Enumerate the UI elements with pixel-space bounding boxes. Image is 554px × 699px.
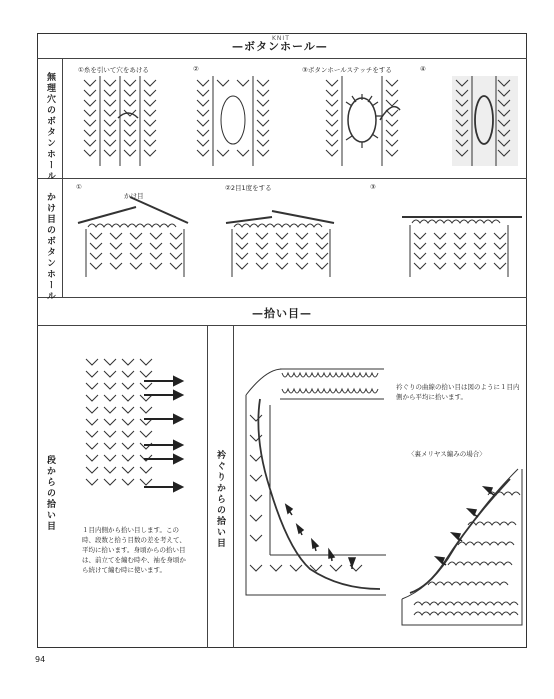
divider [37,297,527,298]
row2-illus-3 [400,193,526,285]
row2-label: かけ目のボタンホール [45,192,55,302]
row2-step-3: ③ [370,183,376,191]
row2-illus-2 [222,193,338,285]
pickup-mid-label: 衿ぐりからの拾い目 [215,450,225,549]
divider [233,325,234,648]
page-number: 94 [35,655,46,664]
divider [207,325,208,648]
neckline-pickup-illus [240,365,390,630]
reverse-stockinette-caption: 〈裏メリヤス編みの場合〉 [408,450,486,458]
divider [37,58,527,59]
pickup-left-label: 段からの拾い目 [45,455,55,532]
neckline-pickup-note: 衿ぐりの曲線の拾い目は図のように１目内側から平均に拾います。 [396,383,520,401]
row1-step-4: ④ [420,65,426,73]
row1-illus-1 [80,76,162,168]
row1-step-1: ①糸を引いて穴をあける [78,66,149,74]
divider [62,58,63,297]
row1-label: 無理穴のボタンホール [45,72,55,182]
buttonhole-title: —ボタンホール— [232,40,328,53]
row2-step-1: ① [76,183,82,191]
row1-illus-4 [452,76,522,168]
row2-step-2: ②2目1度をする [225,184,272,192]
divider [37,178,527,179]
side-pickup-illus [82,355,192,505]
row1-illus-3 [322,76,404,168]
watermark-logo: KNIT [272,35,290,42]
side-pickup-note: １目内側から拾い目します。この時、段数と拾う目数の差を考えて、平均に拾います。身頃からの拾い目は、前立てを編む時や、袖を身頃から続けて編む時に使います。 [82,526,186,574]
divider [37,325,527,326]
reverse-stockinette-illus [398,465,524,630]
yarn-over-annotation: かけ目 [124,192,144,200]
row2-illus-1 [76,193,192,285]
row1-step-2: ② [193,65,199,73]
row1-step-3: ③ボタンホールステッチをする [302,66,392,74]
pickup-title: —拾い目— [252,307,312,320]
row1-illus-2 [193,76,275,168]
